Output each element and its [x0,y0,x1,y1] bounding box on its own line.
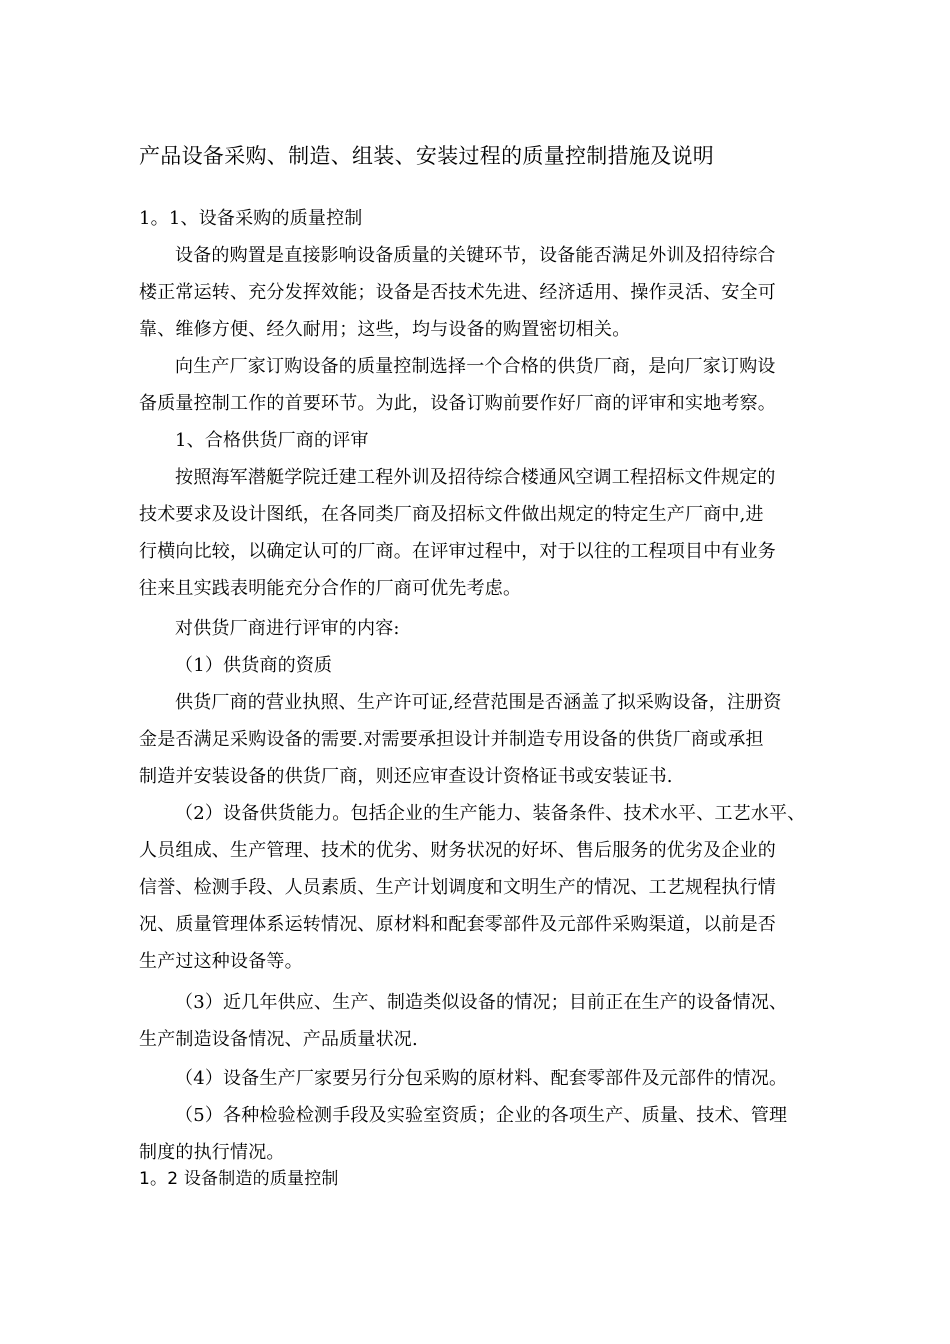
paragraph-line: 制度的执行情况。 [139,1142,285,1163]
page-title: 产品设备采购、制造、组装、安装过程的质量控制措施及说明 [139,144,715,168]
paragraph-line: 往来且实践表明能充分合作的厂商可优先考虑。 [139,578,522,599]
paragraph-line: 生产制造设备情况、产品质量状况. [139,1029,418,1050]
paragraph-line: 行横向比较，以确定认可的厂商。在评审过程中，对于以往的工程项目中有业务 [139,541,776,562]
paragraph-line: 供货厂商的营业执照、生产许可证,经营范围是否涵盖了拟采购设备，注册资 [175,692,782,713]
paragraph-line: 对供货厂商进行评审的内容: [175,618,400,639]
section-heading-1-1: 1。1、设备采购的质量控制 [139,208,363,229]
paragraph-line: 制造并安装设备的供货厂商，则还应审查设计资格证书或安装证书. [139,766,673,787]
list-item-line: （4）设备生产厂家要另行分包采购的原材料、配套零部件及元部件的情况。 [175,1068,788,1089]
paragraph-line: 靠、维修方便、经久耐用；这些，均与设备的购置密切相关。 [139,319,631,340]
paragraph-line: 金是否满足采购设备的需要.对需要承担设计并制造专用设备的供货厂商或承担 [139,729,764,750]
list-item-line: （3）近几年供应、生产、制造类似设备的情况；目前正在生产的设备情况、 [175,992,788,1013]
paragraph-line: 楼正常运转、充分发挥效能；设备是否技术先进、经济适用、操作灵活、安全可 [139,282,776,303]
list-item-line: （5）各种检验检测手段及实验室资质；企业的各项生产、质量、技术、管理 [175,1105,788,1126]
paragraph-line: 况、质量管理体系运转情况、原材料和配套零部件及元部件采购渠道，以前是否 [139,914,776,935]
paragraph-line: 按照海军潜艇学院迁建工程外训及招待综合楼通风空调工程招标文件规定的 [175,467,776,488]
paragraph-line: 向生产厂家订购设备的质量控制选择一个合格的供货厂商，是向厂家订购设 [175,356,776,377]
paragraph-line: 设备的购置是直接影响设备质量的关键环节，设备能否满足外训及招待综合 [175,245,776,266]
paragraph-line: 人员组成、生产管理、技术的优劣、财务状况的好坏、售后服务的优劣及企业的 [139,840,776,861]
paragraph-line: 备质量控制工作的首要环节。为此，设备订购前要作好厂商的评审和实地考察。 [139,393,776,414]
paragraph-line: 信誉、检测手段、人员素质、生产计划调度和文明生产的情况、工艺规程执行情 [139,877,776,898]
list-item-heading: （1）供货商的资质 [175,655,333,676]
paragraph-line: 生产过这种设备等。 [139,951,303,972]
section-heading-1-2: 1。2 设备制造的质量控制 [139,1169,339,1189]
subheading-line: 1、合格供货厂商的评审 [175,430,369,451]
paragraph-line: 技术要求及设计图纸，在各同类厂商及招标文件做出规定的特定生产厂商中,进 [139,504,764,525]
list-item-line: （2）设备供货能力。包括企业的生产能力、装备条件、技术水平、工艺水平、 [175,803,806,824]
